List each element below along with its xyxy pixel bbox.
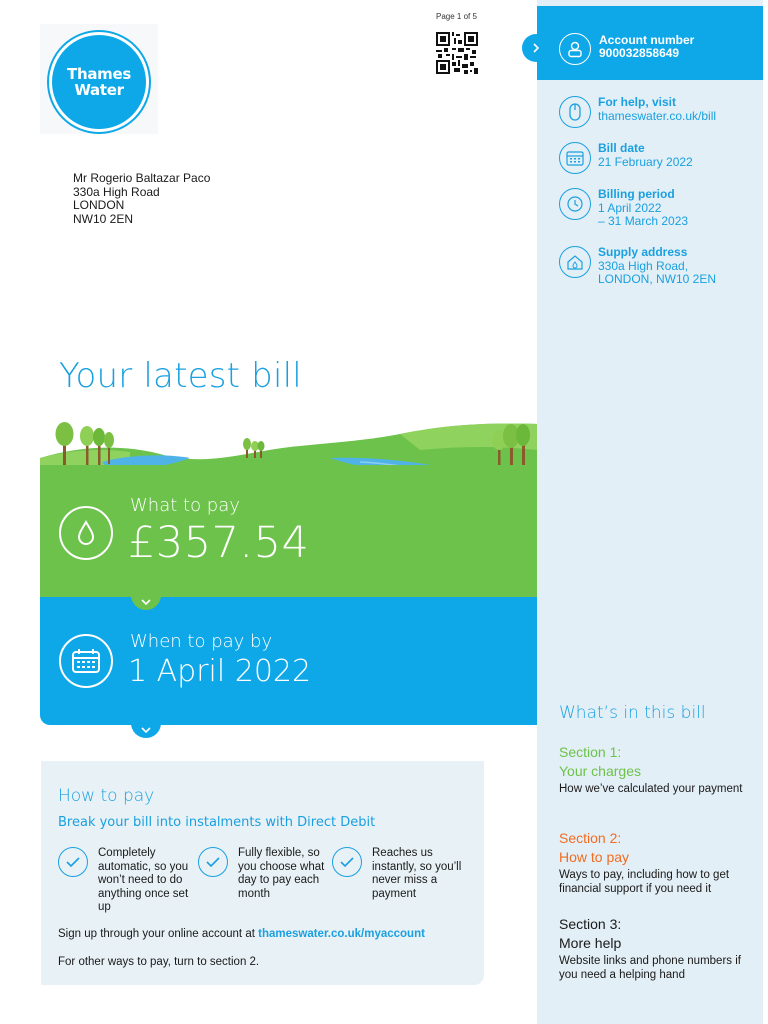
section-number: Section 3: [559,916,622,932]
what-to-pay-label: What to pay [130,495,240,516]
account-number-value: 900032858649 [599,46,680,60]
supply-address-line2: LONDON, NW10 2EN [598,272,717,286]
billing-period-start: 1 April 2022 [598,200,662,215]
feature-text: Reaches us instantly, so you’ll never miss a payment [372,847,462,900]
section-1-entry [559,743,759,796]
myaccount-link[interactable]: thameswater.co.uk/myaccount [258,928,425,940]
section-name: More help [559,935,622,951]
checkmark-icon [198,847,228,877]
recipient-name: Mr Rogerio Baltazar Paco [73,171,211,185]
bill-date-value: 21 February 2022 [598,154,693,169]
section-name: How to pay [559,849,630,865]
page-indicator: Page 1 of 5 [436,12,477,21]
bill-date-label: Bill date [598,141,645,155]
house-icon [559,246,591,278]
signup-line [58,928,425,940]
clock-icon [559,188,591,220]
mouse-icon [559,96,591,128]
feature-text: Fully flexible, so you choose what day to pay each month [238,847,325,900]
supply-address-line1: 330a High Road, [598,258,689,273]
recipient-street: 330a High Road [73,184,160,199]
supply-address-label: Supply address [598,245,688,259]
water-drop-icon [59,506,113,560]
due-date: 1 April 2022 [128,654,312,689]
signup-prefix: Sign up through your online account at [58,928,255,940]
other-ways-text: For other ways to pay, turn to section 2. [58,956,260,968]
page-title: Your latest bill [59,356,302,396]
section-description: How we’ve calculated your payment [559,783,743,795]
help-label: For help, visit [598,95,677,109]
direct-debit-subtitle: Break your bill into instalments with Direct Debit [58,815,376,830]
section-2-entry [559,829,759,896]
recipient-address [73,172,210,226]
calendar-icon [59,634,113,688]
feature-text: Completely automatic, so you won’t need to do anything once set up [98,847,189,913]
when-to-pay-label: When to pay by [130,631,273,652]
chevron-down-icon [131,722,161,738]
checkmark-icon [332,847,362,877]
billing-period-end: – 31 March 2023 [598,214,689,228]
logo-badge [49,32,149,132]
section-description: Website links and phone numbers if you need a helping hand [559,955,741,981]
account-number [599,34,694,60]
contents-title: What’s in this bill [559,703,706,723]
recipient-city: LONDON [73,198,125,212]
recipient-postcode: NW10 2EN [73,211,134,226]
checkmark-icon [58,847,88,877]
thames-water-logo [40,24,158,134]
logo-text-line1: Thames [67,65,131,83]
section-number: Section 1: [559,744,622,760]
how-to-pay-title: How to pay [58,786,155,806]
user-icon [559,33,591,65]
qr-code-icon [435,32,479,74]
section-name: Your charges [559,763,641,779]
section-description: Ways to pay, including how to get financial support if you need it [559,869,730,895]
logo-text-line2: Water [74,81,124,99]
how-to-pay-panel [41,761,484,985]
account-number-label: Account number [599,33,695,47]
section-number: Section 2: [559,830,622,846]
help-link[interactable]: thameswater.co.uk/bill [598,108,717,123]
section-3-entry [559,915,759,982]
billing-period-label: Billing period [598,187,675,201]
amount-due: £357.54 [128,518,310,568]
calendar-icon [559,142,591,174]
chevron-right-icon [522,34,550,62]
